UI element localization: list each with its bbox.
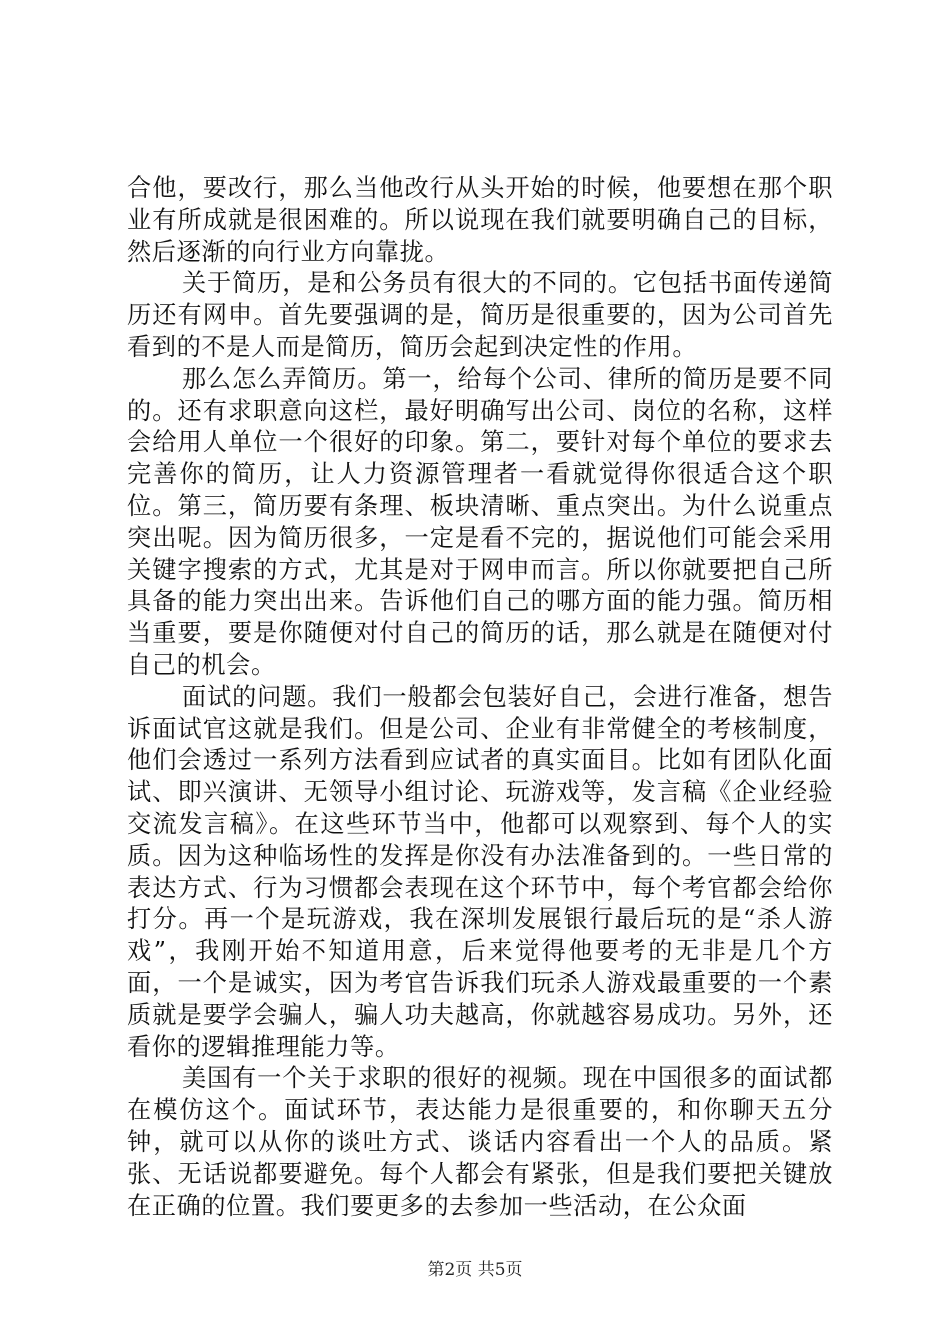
paragraph-career-direction: 合他，要改行，那么当他改行从头开始的时候，他要想在那个职业有所成就是很困难的。所以说现在我们就要明确自己的目标，然后逐渐的向行业方向靠拢。 xyxy=(127,174,833,266)
page-footer: 第2页 共5页 xyxy=(427,1260,523,1280)
paragraph-expression-skills: 美国有一个关于求职的很好的视频。现在中国很多的面试都在模仿这个。面试环节，表达能力是很重要的，和你聊天五分钟，就可以从你的谈吐方式、谈话内容看出一个人的品质。紧张、无话说都要避免。每个人都会有紧张，但是我们要把关键放在正确的位置。我们要更多的去参加一些活动，在公众面 xyxy=(127,1064,833,1220)
paragraph-resume-tips: 那么怎么弄简历。第一，给每个公司、律所的简历是要不同的。还有求职意向这栏，最好明确写出公司、岗位的名称，这样会给用人单位一个很好的印象。第二，要针对每个单位的要求去完善你的简历，让人力资源管理者一看就觉得你很适合这个职位。第三，简历要有条理、板块清晰、重点突出。为什么说重点突出呢。因为简历很多，一定是看不完的，据说他们可能会采用关键字搜索的方式，尤其是对于网申而言。所以你就要把自己所具备的能力突出出来。告诉他们自己的哪方面的能力强。简历相当重要，要是你随便对付自己的简历的话，那么就是在随便对付自己的机会。 xyxy=(127,364,833,679)
paragraph-resume-intro: 关于简历，是和公务员有很大的不同的。它包括书面传递简历还有网申。首先要强调的是，简历是很重要的，因为公司首先看到的不是人而是简历，简历会起到决定性的作用。 xyxy=(127,269,833,361)
document-body xyxy=(127,173,833,1222)
paragraph-interview: 面试的问题。我们一般都会包装好自己，会进行准备，想告诉面试官这就是我们。但是公司、企业有非常健全的考核制度，他们会透过一系列方法看到应试者的真实面目。比如有团队化面试、即兴演讲、无领导小组讨论、玩游戏等，发言稿《企业经验交流发言稿》。在这些环节当中，他都可以观察到、每个人的实质。因为这种临场性的发挥是你没有办法准备到的。一些日常的表达方式、行为习惯都会表现在这个环节中，每个考官都会给你打分。再一个是玩游戏，我在深圳发展银行最后玩的是“杀人游戏”，我刚开始不知道用意，后来觉得他要考的无非是几个方面，一个是诚实，因为考官告诉我们玩杀人游戏最重要的一个素质就是要学会骗人，骗人功夫越高，你就越容易成功。另外，还看你的逻辑推理能力等。 xyxy=(127,682,833,1061)
